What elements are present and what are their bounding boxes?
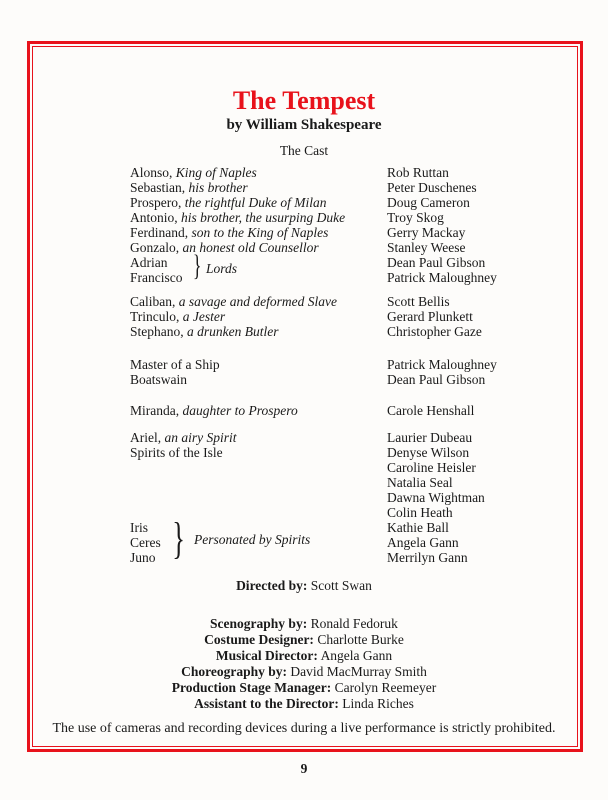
role-description: daughter to Prospero <box>182 403 298 418</box>
cast-role <box>130 357 220 372</box>
credit-label: Costume Designer: <box>204 632 314 647</box>
credit-row <box>0 680 608 695</box>
credit-name: Carolyn Reemeyer <box>334 680 437 695</box>
cast-role <box>130 403 298 418</box>
spirits-brace: } <box>172 514 185 563</box>
role-name: Ferdinand, <box>130 225 189 240</box>
role-name: Adrian <box>130 255 168 270</box>
role-description: a drunken Butler <box>187 324 279 339</box>
credit-row <box>0 648 608 663</box>
credit-label: Scenography by: <box>210 616 308 631</box>
credit-row <box>0 696 608 711</box>
credit-label: Choreography by: <box>181 664 288 679</box>
cast-actor: Scott Bellis <box>387 294 450 309</box>
cast-role <box>130 210 345 225</box>
role-name: Master of a Ship <box>130 357 220 372</box>
role-name: Miranda, <box>130 403 180 418</box>
role-name: Ariel, <box>130 430 162 445</box>
role-description: son to the King of Naples <box>191 225 329 240</box>
role-name: Juno <box>130 550 156 565</box>
role-description: King of Naples <box>175 165 257 180</box>
role-name: Francisco <box>130 270 183 285</box>
cast-role <box>130 535 161 550</box>
cast-role <box>130 309 225 324</box>
credit-name: Angela Gann <box>320 648 393 663</box>
cast-actor: Patrick Maloughney <box>387 357 497 372</box>
role-name: Alonso, <box>130 165 173 180</box>
cast-role <box>130 165 257 180</box>
cast-role <box>130 445 223 460</box>
cast-role <box>130 225 328 240</box>
cast-role <box>130 294 337 309</box>
cast-actor: Denyse Wilson <box>387 445 470 460</box>
role-name: Gonzalo, <box>130 240 180 255</box>
credit-row <box>0 632 608 647</box>
cast-actor: Patrick Maloughney <box>387 270 497 285</box>
spirits-label <box>194 532 310 547</box>
cast-actor: Peter Duschenes <box>387 180 477 195</box>
cast-actor: Carole Henshall <box>387 403 475 418</box>
director-credit <box>0 578 608 593</box>
cast-actor: Merrilyn Gann <box>387 550 468 565</box>
role-description: the rightful Duke of Milan <box>184 195 327 210</box>
credit-label: Production Stage Manager: <box>171 680 332 695</box>
cast-role <box>130 180 248 195</box>
cast-actor: Angela Gann <box>387 535 459 550</box>
page-number: 9 <box>300 761 308 776</box>
role-name: Prospero, <box>130 195 182 210</box>
cast-actor: Christopher Gaze <box>387 324 482 339</box>
cast-role <box>130 240 319 255</box>
role-name: Iris <box>130 520 148 535</box>
credit-name: David MacMurray Smith <box>290 664 427 679</box>
role-description: an airy Spirit <box>164 430 237 445</box>
role-name: Ceres <box>130 535 161 550</box>
cast-actor: Dean Paul Gibson <box>387 255 486 270</box>
role-name: Caliban, <box>130 294 176 309</box>
role-name: Trinculo, <box>130 309 180 324</box>
role-name: Sebastian, <box>130 180 186 195</box>
play-author: by William Shakespeare <box>226 117 382 133</box>
cast-actor: Doug Cameron <box>387 195 470 210</box>
cast-heading: The Cast <box>279 143 329 158</box>
cast-actor: Dawna Wightman <box>387 490 485 505</box>
role-description: his brother <box>188 180 248 195</box>
cast-role <box>130 324 278 339</box>
cast-actor: Kathie Ball <box>387 520 449 535</box>
credit-name: Ronald Fedoruk <box>310 616 398 631</box>
recording-notice: The use of cameras and recording devices during a live performance is strictly prohibited. <box>52 721 556 736</box>
cast-actor: Gerry Mackay <box>387 225 466 240</box>
credit-name: Scott Swan <box>310 578 372 593</box>
spirits-text: Personated by Spirits <box>194 532 311 547</box>
cast-actor: Caroline Heisler <box>387 460 476 475</box>
cast-role <box>130 430 237 445</box>
cast-actor: Laurier Dubeau <box>387 430 473 445</box>
role-description: a savage and deformed Slave <box>178 294 337 309</box>
cast-actor: Rob Ruttan <box>387 165 449 180</box>
cast-actor: Stanley Weese <box>387 240 466 255</box>
cast-actor: Natalia Seal <box>387 475 453 490</box>
cast-role <box>130 195 326 210</box>
play-title: The Tempest <box>232 86 376 115</box>
lords-text: Lords <box>206 261 238 276</box>
cast-role <box>130 255 168 270</box>
cast-actor: Colin Heath <box>387 505 453 520</box>
role-name: Spirits of the Isle <box>130 445 223 460</box>
cast-role <box>130 520 148 535</box>
role-name: Antonio, <box>130 210 178 225</box>
cast-role <box>130 550 156 565</box>
cast-role <box>130 372 187 387</box>
role-description: a Jester <box>182 309 226 324</box>
lords-brace: } <box>192 249 202 282</box>
role-name: Stephano, <box>130 324 184 339</box>
role-description: his brother, the usurping Duke <box>181 210 346 225</box>
cast-actor: Gerard Plunkett <box>387 309 473 324</box>
role-description: an honest old Counsellor <box>182 240 319 255</box>
cast-actor: Troy Skog <box>387 210 444 225</box>
cast-role <box>130 270 182 285</box>
lords-label <box>206 261 237 276</box>
cast-actor: Dean Paul Gibson <box>387 372 486 387</box>
credit-label: Musical Director: <box>215 648 318 663</box>
role-name: Boatswain <box>130 372 187 387</box>
credit-name: Linda Riches <box>342 696 414 711</box>
credit-row <box>0 664 608 679</box>
credit-name: Charlotte Burke <box>317 632 404 647</box>
credit-label: Directed by: <box>236 578 308 593</box>
credit-row <box>0 616 608 631</box>
credit-label: Assistant to the Director: <box>194 696 339 711</box>
